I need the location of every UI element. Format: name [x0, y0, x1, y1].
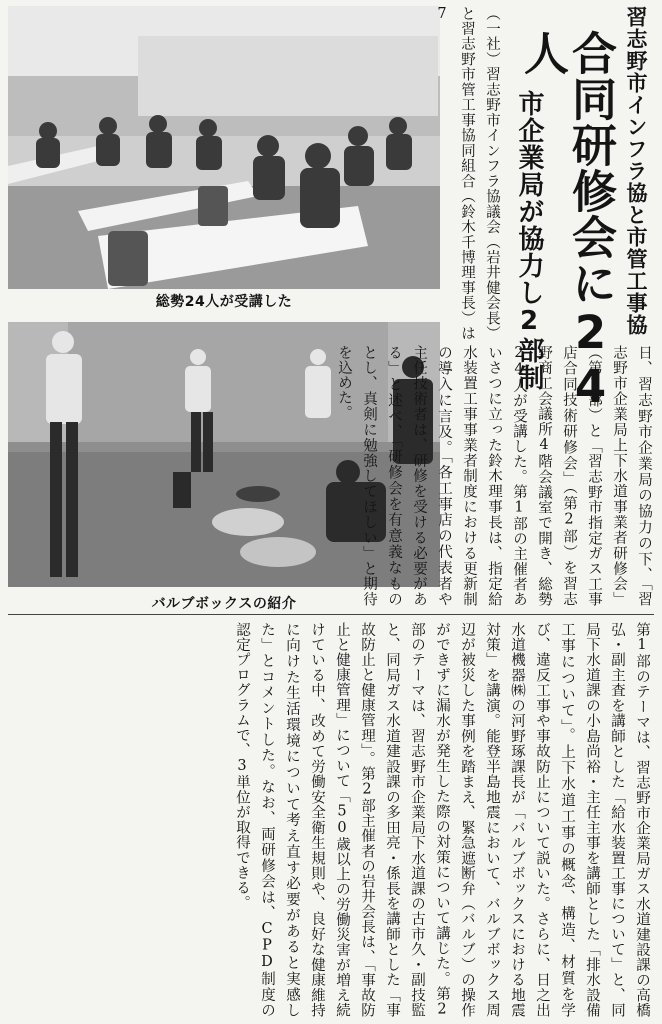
seminar-photo-caption: 総勢24人が受講した	[155, 294, 293, 310]
section-divider	[8, 614, 654, 615]
valve-box-photo-caption: バルブボックスの紹介	[151, 596, 297, 612]
article-body-top: 日、習志野市企業局の協力の下、「習志野市企業局上下水道事業者研修会」（第1部）と「習志野市指定ガス工事店合同技術研修会」（第2部）を習志野商工会議所4階会議室で開き、総勢24人が受講した。第1部の主催者あいさつに立った鈴木理事長は、指定給水装置工事事業者制度における更新制の導入に言及。「各工事店の代表者や主任技術者は、研修を受ける必要がある」と述べ、「研修会を有意義なものとし、真剣に勉強してほしい」と期待を込めた。	[336, 345, 652, 607]
seminar-photo-image	[8, 6, 440, 289]
headline-kicker: 習志野市インフラ協と市管工事協	[624, 6, 648, 336]
article-intro: （一社）習志野市インフラ協議会（岩井健会長）と習志野市管工事協同組合（鈴木千博理事長）は7	[434, 6, 500, 341]
article-body-bottom: 第1部のテーマは、習志野市企業局ガス水道建設課の高橋弘・副主査を講師とした「給水装置工事について」と、同局下水道課の小島尚裕・主任主事を講師とした「排水設備工事について」。上下水道工事の概念、構造、材質を学び、違反工事や事故防止について説いた。さらに、日之出水道機器㈱の河野琢課長が「バルブボックスにおける地震対策」を講演。能登半島地震において、バルブボックス周辺が被災した事例を踏まえ、緊急遮断弁（バルブ）の操作ができずに漏水が発生した際の対策について講じた。第2部のテーマは、習志野市企業局下水道課の古市久・副技監と、同局ガス水道建設課の多田亮・係長を講師とした「事故防止と健康管理」。第2部主催者の岩井会長は、「事故防止と健康管理」について「50歳以上の労働災害が増え続けている中、改めて労働安全衛生規則や、良好な健康維持に向けた生活環境について考え直す必要があると実感した」とコメントした。なお、両研修会は、CPD制度の認定プログラムで、3単位が取得できる。	[234, 622, 650, 1018]
headline-sub: 市企業局が協力し2部制	[514, 90, 544, 391]
headline-main: 合同研修会に24人	[516, 30, 617, 414]
seminar-photo	[8, 6, 440, 289]
